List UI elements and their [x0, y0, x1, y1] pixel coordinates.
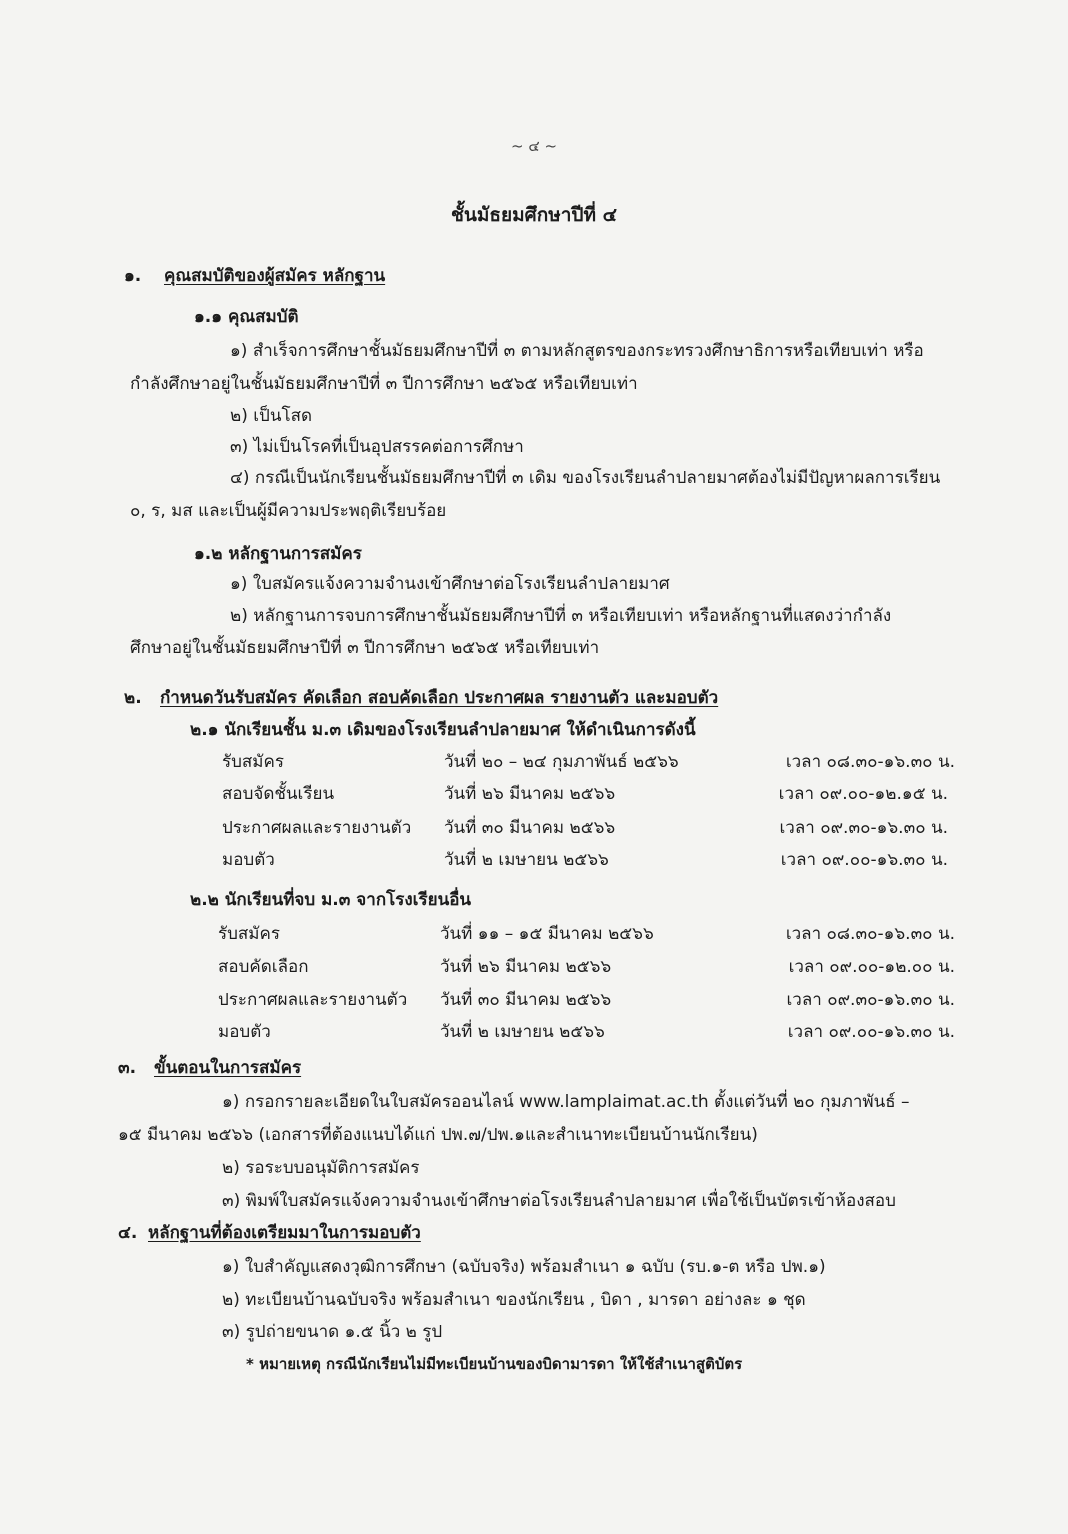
section3-line: ๑๕ มีนาคม ๒๕๖๖ (เอกสารที่ต้องแนบได้แก่ ปพ.๗/ปพ.๑และสำเนาทะเบียนบ้านนักเรียน): [118, 1125, 758, 1145]
section3-line: ๒) รอระบบอนุมัติการสมัคร: [222, 1158, 420, 1178]
schedule-date: วันที่ ๒๖ มีนาคม ๒๕๖๖: [444, 784, 616, 804]
section2-sub1-heading: ๒.๑ นักเรียนชั้น ม.๓ เดิมของโรงเรียนลำปลายมาศ ให้ดำเนินการดังนี้: [190, 720, 696, 740]
schedule-activity: สอบจัดชั้นเรียน: [222, 784, 335, 804]
schedule-activity: ประกาศผลและรายงานตัว: [218, 990, 408, 1010]
section3-line: ๑) กรอกรายละเอียดในใบสมัครออนไลน์ www.lamplaimat.ac.th ตั้งแต่วันที่ ๒๐ กุมภาพันธ์ –: [222, 1092, 910, 1112]
schedule-time: เวลา ๐๙.๐๐-๑๒.๐๐ น.: [788, 957, 955, 977]
section1-sub1-line: ๑) สำเร็จการศึกษาชั้นมัธยมศึกษาปีที่ ๓ ตามหลักสูตรของกระทรวงศึกษาธิการหรือเทียบเท่า หรือ: [230, 341, 924, 361]
section3-line: ๓) พิมพ์ใบสมัครแจ้งความจำนงเข้าศึกษาต่อโรงเรียนลำปลายมาศ เพื่อใช้เป็นบัตรเข้าห้องสอบ: [222, 1191, 896, 1211]
schedule-activity: รับสมัคร: [222, 752, 285, 772]
schedule-time: เวลา ๐๙.๐๐-๑๖.๓๐ น.: [780, 850, 948, 870]
section1-sub2-line: ๒) หลักฐานการจบการศึกษาชั้นมัธยมศึกษาปีที่ ๓ หรือเทียบเท่า หรือหลักฐานที่แสดงว่ากำลัง: [230, 606, 892, 626]
section3-number: ๓.: [118, 1058, 137, 1078]
schedule-date: วันที่ ๓๐ มีนาคม ๒๕๖๖: [440, 990, 612, 1010]
section1-sub1-heading: ๑.๑ คุณสมบัติ: [194, 307, 299, 327]
schedule-date: วันที่ ๓๐ มีนาคม ๒๕๖๖: [444, 818, 616, 838]
schedule-time: เวลา ๐๙.๓๐-๑๖.๓๐ น.: [779, 818, 948, 838]
schedule-activity: มอบตัว: [222, 850, 275, 870]
section1-sub2-line: ๑) ใบสมัครแจ้งความจำนงเข้าศึกษาต่อโรงเรียนลำปลายมาศ: [230, 574, 670, 594]
schedule-date: วันที่ ๒๖ มีนาคม ๒๕๖๖: [440, 957, 612, 977]
section2-sub2-heading: ๒.๒ นักเรียนที่จบ ม.๓ จากโรงเรียนอื่น: [190, 890, 472, 910]
schedule-date: วันที่ ๒ เมษายน ๒๕๖๖: [440, 1022, 605, 1042]
schedule-time: เวลา ๐๙.๐๐-๑๒.๑๕ น.: [778, 784, 948, 804]
section1-number: ๑.: [124, 266, 142, 286]
page-number: ~ ๔ ~: [510, 137, 558, 155]
section4-line: ๒) ทะเบียนบ้านฉบับจริง พร้อมสำเนา ของนักเรียน , บิดา , มารดา อย่างละ ๑ ชุด: [222, 1290, 806, 1310]
section4-number: ๔.: [118, 1223, 138, 1243]
section1-sub1-line: ๔) กรณีเป็นนักเรียนชั้นมัธยมศึกษาปีที่ ๓ เดิม ของโรงเรียนลำปลายมาศต้องไม่มีปัญหาผลการเรียน: [230, 468, 941, 488]
schedule-time: เวลา ๐๙.๓๐-๑๖.๓๐ น.: [786, 990, 955, 1010]
page-title: ชั้นมัธยมศึกษาปีที่ ๔: [451, 204, 617, 226]
schedule-activity: สอบคัดเลือก: [218, 957, 309, 977]
section3-heading: ขั้นตอนในการสมัคร: [154, 1058, 302, 1078]
section4-heading: หลักฐานที่ต้องเตรียมมาในการมอบตัว: [148, 1223, 421, 1243]
section1-sub1-line: ๒) เป็นโสด: [230, 406, 313, 426]
section1-sub1-line: ๐, ร, มส และเป็นผู้มีความประพฤติเรียบร้อย: [130, 501, 447, 521]
schedule-activity: รับสมัคร: [218, 924, 281, 944]
schedule-date: วันที่ ๑๑ – ๑๕ มีนาคม ๒๕๖๖: [440, 924, 654, 944]
schedule-time: เวลา ๐๘.๓๐-๑๖.๓๐ น.: [785, 752, 955, 772]
section4-line: ๑) ใบสำคัญแสดงวุฒิการศึกษา (ฉบับจริง) พร้อมสำเนา ๑ ฉบับ (รบ.๑-ต หรือ ปพ.๑): [222, 1257, 826, 1277]
section1-sub2-heading: ๑.๒ หลักฐานการสมัคร: [194, 544, 362, 564]
section1-sub2-line: ศึกษาอยู่ในชั้นมัธยมศึกษาปีที่ ๓ ปีการศึกษา ๒๕๖๕ หรือเทียบเท่า: [130, 638, 600, 658]
section2-heading: กำหนดวันรับสมัคร คัดเลือก สอบคัดเลือก ประกาศผล รายงานตัว และมอบตัว: [160, 688, 719, 708]
section4-note: * หมายเหตุ กรณีนักเรียนไม่มีทะเบียนบ้านของบิดามารดา ให้ใช้สำเนาสูติบัตร: [246, 1355, 743, 1373]
section4-line: ๓) รูปถ่ายขนาด ๑.๕ นิ้ว ๒ รูป: [222, 1322, 443, 1342]
section1-heading: คุณสมบัติของผู้สมัคร หลักฐาน: [164, 266, 386, 286]
schedule-time: เวลา ๐๙.๐๐-๑๖.๓๐ น.: [787, 1022, 955, 1042]
section1-sub1-line: กำลังศึกษาอยู่ในชั้นมัธยมศึกษาปีที่ ๓ ปีการศึกษา ๒๕๖๕ หรือเทียบเท่า: [130, 374, 638, 394]
schedule-activity: มอบตัว: [218, 1022, 271, 1042]
schedule-time: เวลา ๐๘.๓๐-๑๖.๓๐ น.: [785, 924, 955, 944]
schedule-date: วันที่ ๒ เมษายน ๒๕๖๖: [444, 850, 609, 870]
section1-sub1-line: ๓) ไม่เป็นโรคที่เป็นอุปสรรคต่อการศึกษา: [230, 437, 524, 457]
schedule-date: วันที่ ๒๐ – ๒๔ กุมภาพันธ์ ๒๕๖๖: [444, 752, 679, 772]
schedule-activity: ประกาศผลและรายงานตัว: [222, 818, 412, 838]
section2-number: ๒.: [124, 688, 142, 708]
